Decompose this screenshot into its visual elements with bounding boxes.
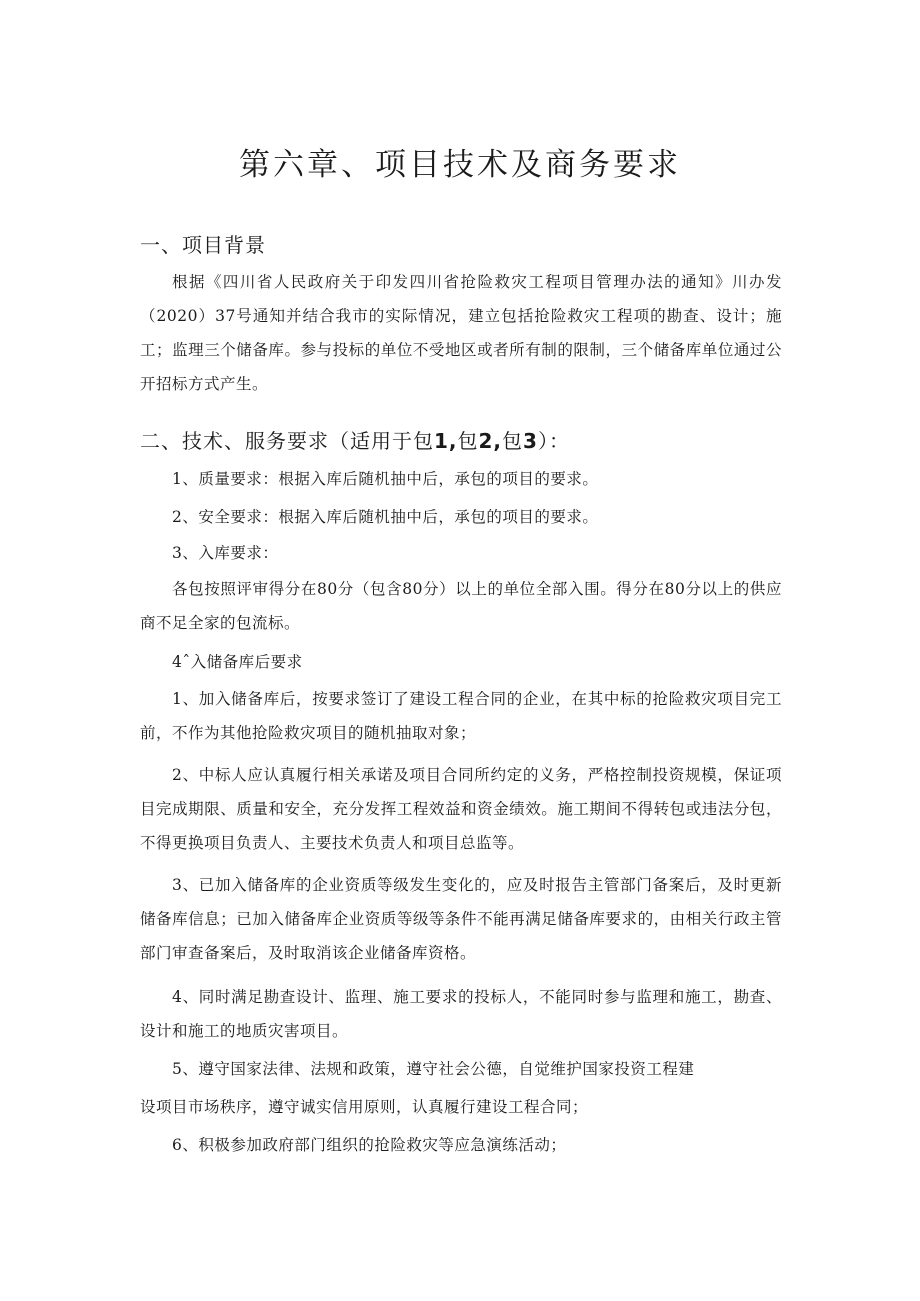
item-quality-requirement: 1、质量要求：根据入库后随机抽中后，承包的项目的要求。 — [172, 470, 599, 488]
heading-text-suffix: ）： — [537, 429, 570, 453]
chapter-title: 第六章、项目技术及商务要求 — [239, 147, 681, 183]
requirement-5-line-1: 5、遵守国家法律、法规和政策，遵守社会公德，自觉维护国家投资工程建 — [172, 1060, 695, 1078]
admission-requirement-paragraph: 各包按照评审得分在80分（包含80分）以上的单位全部入围。得分在80分以上的供应商不足全家的包流标。 — [140, 580, 782, 632]
heading-text-prefix: 二、技术、服务要求（适用于包 — [140, 429, 434, 453]
requirement-paragraph-1: 1、加入储备库后，按要求签订了建设工程合同的企业，在其中标的抢险救灾项目完工前，不作为其他抢险救灾项目的随机抽取对象； — [140, 690, 782, 742]
heading-package-2: 2, — [478, 429, 503, 453]
heading-text-package: 包 — [457, 429, 479, 453]
heading-text-package: 包 — [502, 429, 524, 453]
heading-package-3: 3 — [523, 429, 538, 453]
section-heading-requirements — [140, 428, 570, 454]
requirement-paragraph-6: 6、积极参加政府部门组织的抢险救灾等应急演练活动； — [172, 1136, 567, 1154]
requirement-paragraph-3: 3、已加入储备库的企业资质等级发生变化的，应及时报告主管部门备案后，及时更新储备库信息；已加入储备库企业资质等级等条件不能再满足储备库要求的，由相关行政主管部门审查备案后，及时取消该企业储备库资格。 — [140, 876, 782, 962]
requirement-paragraph-2: 2、中标人应认真履行相关承诺及项目合同所约定的义务，严格控制投资规模，保证项目完成期限、质量和安全，充分发挥工程效益和资金绩效。施工期间不得转包或违法分包，不得更换项目负责人、主要技术负责人和项目总监等。 — [140, 766, 782, 852]
item-admission-requirement: 3、入库要求： — [172, 544, 279, 562]
background-paragraph: 根据《四川省人民政府关于印发四川省抢险救灾工程项目管理办法的通知》川办发（2020）37号通知并结合我市的实际情况，建立包括抢险救灾工程项的勘查、设计；施工；监理三个储备库。参与投标的单位不受地区或者所有制的限制，三个储备库单位通过公开招标方式产生。 — [140, 273, 782, 393]
requirement-5-line-2: 设项目市场秩序，遵守诚实信用原则，认真履行建设工程合同； — [140, 1098, 589, 1116]
item-post-admission-requirements: 4ˆ入储备库后要求 — [172, 653, 303, 671]
requirement-paragraph-4: 4、同时满足勘查设计、监理、施工要求的投标人，不能同时参与监理和施工，勘查、设计和施工的地质灾害项目。 — [140, 988, 782, 1040]
section-heading-background: 一、项目背景 — [140, 233, 266, 257]
heading-package-1: 1, — [434, 429, 458, 453]
item-safety-requirement: 2、安全要求：根据入库后随机抽中后，承包的项目的要求。 — [172, 508, 599, 526]
